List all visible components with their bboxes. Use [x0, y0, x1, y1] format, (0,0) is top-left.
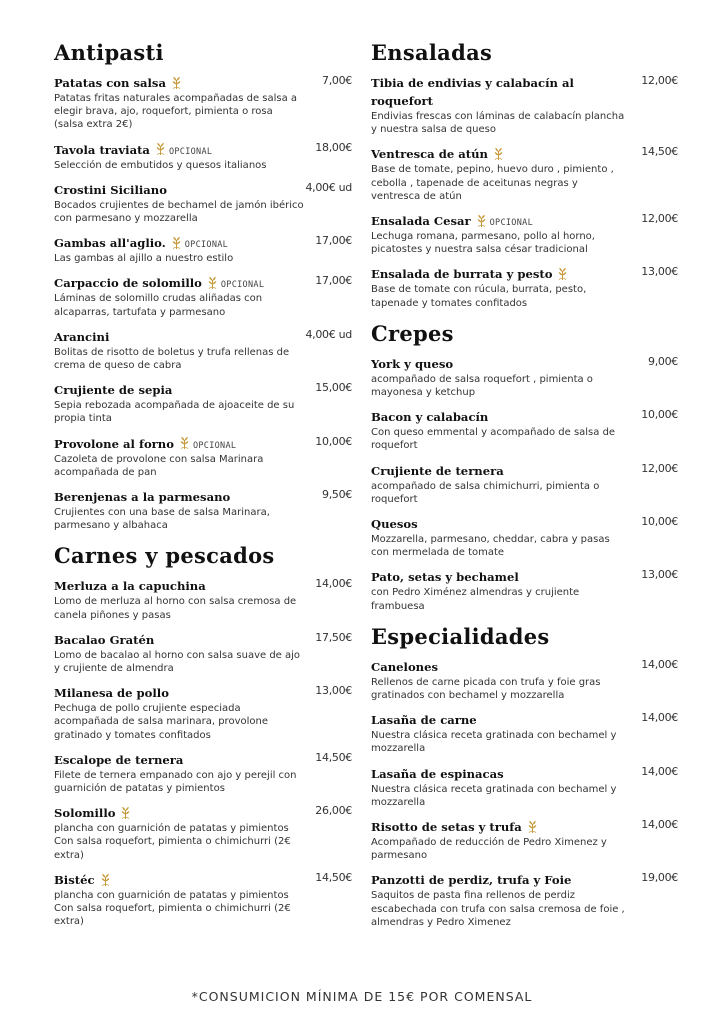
item-description: Lechuga romana, parmesano, pollo al horno, picatostes y nuestra salsa césar tradicional [371, 231, 595, 256]
section-carnes-y-pescados [54, 541, 352, 928]
menu-item-crujiente-de-ternera [371, 462, 678, 506]
optional-label: OPCIONAL [220, 280, 265, 291]
item-name: Solomillo [54, 806, 116, 821]
item-name: Panzotti de perdiz, trufa y Foie [371, 873, 572, 888]
item-name-wrap [371, 871, 596, 889]
section-title: Ensaladas [371, 40, 493, 65]
wheat-leaf-icon [475, 214, 488, 228]
item-name: Ensalada de burrata y pesto [371, 267, 553, 282]
menu-item-tavola-traviata [54, 141, 352, 172]
item-name-wrap [54, 141, 279, 159]
menu-item-patatas-con-salsa [54, 74, 352, 132]
item-name-wrap [54, 684, 279, 702]
item-price: 17,00€ [315, 234, 352, 248]
item-name-wrap [371, 515, 596, 533]
item-price: 14,00€ [641, 711, 678, 725]
menu-item-quesos [371, 515, 678, 559]
item-header [54, 684, 352, 702]
item-name-wrap [54, 631, 279, 649]
item-price: 12,00€ [641, 74, 678, 87]
item-name: Canelones [371, 659, 439, 674]
item-header [54, 488, 352, 506]
item-description: Filete de ternera empanado con ajo y perejil con guarnición de patatas y pimientos [54, 769, 297, 795]
item-price: 7,00€ [322, 74, 352, 87]
item-name-wrap [371, 265, 596, 283]
wheat-leaf-icon [170, 236, 183, 250]
wheat-leaf-icon [206, 276, 219, 290]
menu-item-solomillo [54, 804, 352, 862]
item-name-wrap [371, 462, 596, 480]
item-price: 17,00€ [315, 274, 352, 288]
item-description: Láminas de solomillo crudas aliñadas con alcaparras, tartufata y parmesano [54, 293, 263, 318]
item-name-wrap [54, 181, 279, 199]
item-description: Crujientes con una base de salsa Marinara, parmesano y albahaca [54, 507, 270, 532]
item-name-wrap [54, 751, 279, 769]
item-price: 12,00€ [641, 212, 678, 226]
menu-item-risotto-de-setas-y-trufa [371, 818, 678, 862]
item-price: 18,00€ [315, 140, 352, 154]
menu-item-york-y-queso [371, 355, 678, 399]
item-name: Quesos [371, 517, 418, 532]
item-header [371, 871, 678, 889]
item-description: Patatas fritas naturales acompañadas de salsa a elegir brava, ajo, roquefort, pimienta o rosa (salsa extra 2€) [54, 93, 298, 131]
item-name: Milanesa de pollo [54, 686, 169, 701]
item-description: Saquitos de pasta fina rellenos de perdiz escabechada con trufa con salsa cremosa de foie , almendras y Pedro Ximenez [371, 890, 625, 928]
item-price: 13,00€ [315, 684, 352, 698]
item-description: plancha con guarnición de patatas y pimientos Con salsa roquefort, pimienta o chimichurri (2€ extra) [54, 823, 291, 861]
section-title: Crepes [371, 320, 454, 346]
menu-item-bistec [54, 871, 352, 929]
item-name: Escalope de ternera [54, 752, 184, 767]
item-name: Crujiente de ternera [371, 463, 504, 478]
wheat-leaf-icon [99, 873, 112, 887]
menu-item-arancini [54, 328, 352, 372]
item-name-wrap [54, 274, 279, 292]
item-name-wrap [54, 804, 279, 822]
item-header [54, 435, 352, 453]
item-name: Bacon y calabacín [371, 410, 489, 425]
item-header [54, 141, 352, 159]
item-name: Ventresca de atún [371, 147, 488, 162]
section-title: Antipasti [54, 40, 164, 65]
menu-item-ensalada-cesar [371, 212, 678, 256]
item-header [54, 74, 352, 92]
optional-label: OPCIONAL [184, 240, 229, 251]
item-description: Nuestra clásica receta gratinada con bechamel y mozzarella [371, 730, 617, 755]
item-name: Berenjenas a la parmesano [54, 490, 231, 505]
item-name: Lasaña de espinacas [371, 766, 504, 781]
item-header [371, 145, 678, 163]
item-description: Con queso emmental y acompañado de salsa de roquefort [371, 427, 616, 452]
item-price: 4,00€ ud [305, 327, 352, 341]
item-header [54, 274, 352, 292]
item-price: 14,00€ [641, 657, 678, 671]
item-name: Ensalada Cesar [371, 214, 471, 229]
menu-item-canelones [371, 658, 678, 702]
item-name-wrap [54, 381, 279, 399]
item-price: 10,00€ [641, 408, 678, 422]
menu-item-carpaccio-de-solomillo [54, 274, 352, 318]
menu-item-ensalada-de-burrata-y-pesto [371, 265, 678, 309]
item-name-wrap [371, 355, 596, 373]
item-description: Rellenos de carne picada con trufa y foie gras gratinados con bechamel y mozzarella [371, 676, 601, 702]
menu-item-lasana-de-carne [371, 711, 678, 755]
item-price: 15,00€ [315, 381, 352, 395]
item-price: 14,50€ [315, 870, 352, 884]
menu-item-bacon-y-calabacin [371, 408, 678, 452]
item-name-wrap [54, 234, 279, 252]
item-header [371, 818, 678, 836]
item-name: Tibia de endivias y calabacín al roquefort [371, 76, 574, 108]
item-name-wrap [54, 577, 279, 595]
item-name: York y queso [371, 356, 454, 371]
item-name-wrap [54, 74, 279, 92]
item-price: 10,00€ [641, 515, 678, 529]
item-name: Risotto de setas y trufa [371, 820, 522, 835]
item-description: Selección de embutidos y quesos italianos [54, 159, 267, 171]
item-name: Lasaña de carne [371, 713, 477, 728]
item-header [371, 765, 678, 783]
item-header [371, 355, 678, 373]
section-title: Carnes y pescados [54, 543, 275, 569]
menu-item-escalope-de-ternera [54, 751, 352, 795]
item-header [54, 234, 352, 252]
item-price: 14,00€ [641, 818, 678, 832]
item-name-wrap [54, 871, 279, 889]
wheat-leaf-icon [154, 142, 167, 156]
left-column [54, 38, 352, 938]
item-description: Acompañado de reducción de Pedro Ximenez y parmesano [371, 837, 607, 862]
item-description: Nuestra clásica receta gratinada con bechamel y mozzarella [371, 783, 617, 808]
menu-item-milanesa-de-pollo [54, 684, 352, 742]
item-price: 26,00€ [315, 804, 352, 818]
item-name-wrap [371, 711, 596, 729]
item-description: Sepia rebozada acompañada de ajoaceite de su propia tinta [54, 400, 295, 425]
right-column [371, 38, 678, 938]
item-name: Bacalao Gratén [54, 632, 155, 647]
item-price: 10,00€ [315, 434, 352, 448]
item-header [54, 381, 352, 399]
item-header [371, 265, 678, 283]
item-description: Base de tomate con rúcula, burrata, pesto, tapenade y tomates confitados [371, 284, 587, 309]
item-description: Bocados crujientes de bechamel de jamón ibérico con parmesano y mozzarella [54, 199, 304, 225]
item-price: 9,50€ [322, 488, 352, 502]
item-name: Merluza a la capuchina [54, 579, 206, 594]
item-price: 19,00€ [641, 871, 678, 885]
item-description: Base de tomate, pepino, huevo duro , pimiento , cebolla , tapenade de aceitunas negras y ventresca de atún [371, 164, 614, 202]
item-description: acompañado de salsa roquefort , pimienta o mayonesa y ketchup [371, 373, 593, 399]
minimum-consumption-note: *CONSUMICION MÍNIMA DE 15€ POR COMENSAL [191, 989, 533, 1004]
item-name: Pato, setas y bechamel [371, 570, 519, 585]
item-header [54, 751, 352, 769]
item-description: Pechuga de pollo crujiente especiada acompañada de salsa marinara, provolone gratinado y tomates confitados [54, 703, 268, 741]
item-header [54, 871, 352, 889]
item-header [54, 631, 352, 649]
item-name: Provolone al forno [54, 436, 174, 451]
wheat-leaf-icon [170, 76, 183, 90]
item-name: Bistéc [54, 872, 95, 887]
menu-item-panzotti-de-perdiz-trufa-y-foie [371, 871, 678, 929]
item-name-wrap [371, 74, 596, 110]
item-name-wrap [371, 568, 596, 586]
item-header [371, 74, 678, 110]
item-description: Las gambas al ajillo a nuestro estilo [54, 253, 234, 265]
item-description: con Pedro Ximénez almendras y crujiente frambuesa [371, 587, 580, 612]
item-name: Gambas all'aglio. [54, 236, 166, 251]
item-price: 13,00€ [641, 265, 678, 279]
section-crepes [371, 319, 678, 613]
item-price: 14,50€ [641, 145, 678, 159]
item-price: 14,50€ [315, 750, 352, 764]
item-header [371, 212, 678, 230]
item-description: Endivias frescas con láminas de calabacín plancha y nuestra salsa de queso [371, 111, 625, 136]
item-price: 4,00€ ud [305, 180, 352, 194]
wheat-leaf-icon [178, 436, 191, 450]
item-name: Carpaccio de solomillo [54, 276, 202, 291]
item-name: Crujiente de sepia [54, 383, 173, 398]
menu-item-pato-setas-y-bechamel [371, 568, 678, 612]
item-name-wrap [54, 488, 279, 506]
item-description: acompañado de salsa chimichurri, pimienta o roquefort [371, 480, 600, 505]
item-header [371, 408, 678, 426]
item-price: 14,00€ [641, 764, 678, 778]
item-header [54, 577, 352, 595]
optional-label: OPCIONAL [168, 146, 213, 157]
item-name: Tavola traviata [54, 142, 150, 157]
item-name-wrap [371, 818, 596, 836]
optional-label: OPCIONAL [489, 218, 533, 229]
item-description: Cazoleta de provolone con salsa Marinara acompañada de pan [54, 453, 264, 478]
item-name-wrap [371, 212, 596, 230]
item-header [54, 804, 352, 822]
item-name: Arancini [54, 329, 110, 344]
menu-item-bacalao-graten [54, 631, 352, 675]
section-ensaladas [371, 38, 678, 310]
menu-item-gambas-all-aglio [54, 234, 352, 265]
item-name: Crostini Siciliano [54, 182, 167, 197]
menu-item-provolone-al-forno [54, 435, 352, 479]
item-price: 13,00€ [641, 568, 678, 582]
item-header [371, 711, 678, 729]
optional-label: OPCIONAL [192, 440, 237, 451]
menu-item-merluza-a-la-capuchina [54, 577, 352, 621]
menu-item-ventresca-de-atun [371, 145, 678, 203]
menu-item-berenjenas-a-la-parmesano [54, 488, 352, 532]
wheat-leaf-icon [556, 267, 569, 281]
item-description: Lomo de bacalao al horno con salsa suave de ajo y crujiente de almendra [54, 649, 301, 675]
item-description: Lomo de merluza al horno con salsa cremosa de canela piñones y pasas [54, 596, 297, 621]
item-header [371, 568, 678, 586]
wheat-leaf-icon [526, 820, 539, 834]
section-title: Especialidades [371, 623, 550, 649]
item-price: 14,00€ [315, 577, 352, 591]
menu-item-crostini-siciliano [54, 181, 352, 225]
section-antipasti [54, 38, 352, 532]
menu-item-lasana-de-espinacas [371, 765, 678, 809]
item-header [371, 515, 678, 533]
item-name-wrap [371, 145, 596, 163]
item-price: 9,00€ [648, 354, 678, 368]
item-header [371, 462, 678, 480]
item-price: 12,00€ [641, 461, 678, 475]
item-name-wrap [371, 408, 596, 426]
item-price: 17,50€ [315, 630, 352, 644]
item-name: Patatas con salsa [54, 76, 166, 90]
item-name-wrap [54, 328, 279, 346]
wheat-leaf-icon [492, 147, 505, 161]
item-name-wrap [54, 435, 279, 453]
section-especialidades [371, 622, 678, 929]
menu-item-tibia-de-endivias-y-calabacin-al-roquefort [371, 74, 678, 136]
item-description: Mozzarella, parmesano, cheddar, cabra y pasas con mermelada de tomate [371, 534, 610, 559]
item-name-wrap [371, 658, 596, 676]
wheat-leaf-icon [119, 806, 132, 820]
menu-item-crujiente-de-sepia [54, 381, 352, 425]
item-name-wrap [371, 765, 596, 783]
item-description: Bolitas de risotto de boletus y trufa rellenas de crema de queso de cabra [54, 346, 290, 372]
item-header [371, 658, 678, 676]
item-description: plancha con guarnición de patatas y pimientos Con salsa roquefort, pimienta o chimichurri (2€ extra) [54, 889, 291, 928]
